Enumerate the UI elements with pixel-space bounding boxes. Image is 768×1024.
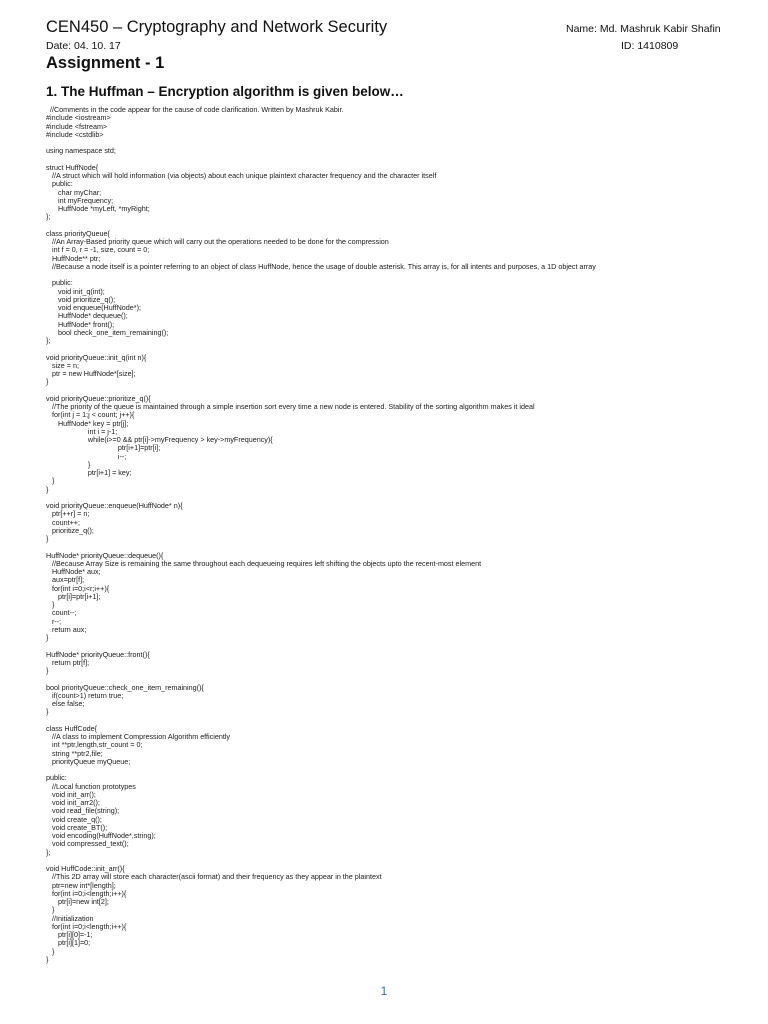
code-line: r--; xyxy=(46,616,62,626)
code-line: void compressed_text(); xyxy=(46,839,129,849)
code-line: bool check_one_item_remaining(); xyxy=(46,327,169,337)
code-line: void prioritize_q(); xyxy=(46,294,116,304)
code-line: } xyxy=(46,946,55,956)
code-line: void init_arr2(); xyxy=(46,798,100,807)
code-line: } xyxy=(46,633,49,642)
code-line: //A class to implement Compression Algorithm efficiently xyxy=(46,732,231,741)
code-line: ptr[i]=new int[2]; xyxy=(46,897,109,906)
code-line: //An Array-Based priority queue which will carry out the operations needed to be done for the compression xyxy=(46,237,389,246)
code-line: void encoding(HuffNode*,string); xyxy=(46,831,156,840)
code-line: struct HuffNode{ xyxy=(46,162,99,172)
code-line: class priorityQueue{ xyxy=(46,228,110,238)
code-line: using namespace std; xyxy=(46,146,116,156)
course-title: CEN450 – Cryptography and Network Security xyxy=(46,18,388,36)
code-line: count++; xyxy=(46,517,80,527)
code-line: HuffNode* dequeue(); xyxy=(46,311,128,321)
code-line: class HuffCode{ xyxy=(46,723,98,733)
code-line: #include <fstream> xyxy=(46,121,108,131)
code-line: for(int i=0;i<length;i++){ xyxy=(46,888,127,898)
code-line: size = n; xyxy=(46,360,79,370)
code-line: } xyxy=(46,600,55,609)
code-line: //Because a node itself is a pointer referring to an object of class HuffNode, hence the usage of double asterisk. This array is, for all intents and purposes, a 1D object array xyxy=(46,261,596,271)
code-line: //This 2D array will store each character(ascii format) and their frequency as they appear in the plaintext xyxy=(46,872,382,882)
code-line: string **ptr2,file; xyxy=(46,748,103,758)
code-line: public: xyxy=(46,278,73,288)
code-line: void create_q(); xyxy=(46,814,102,824)
code-line: void init_arr(); xyxy=(46,789,96,799)
code-line: ptr[i+1] = key; xyxy=(46,468,132,477)
code-line: //Because Array Size is remaining the same throughout each dequeueing requires left shifting the objects upto the recent-most element xyxy=(46,558,482,568)
code-line: int **ptr,length,str_count = 0; xyxy=(46,740,143,750)
code-line: int myFrequency; xyxy=(46,195,114,205)
code-line: } xyxy=(46,484,49,494)
code-line: HuffNode** ptr; xyxy=(46,253,101,263)
assignment-date: Date: 04. 10. 17 xyxy=(46,40,121,52)
code-line: void create_BT(); xyxy=(46,822,108,832)
code-line: //The priority of the queue is maintained through a simple insertion sort every time a new node is entered. Stability of the sorting algorithm makes it ideal xyxy=(46,402,535,411)
code-line: ptr[i][0]=-1; xyxy=(46,930,93,939)
code-line: } xyxy=(46,905,55,915)
code-line: } xyxy=(46,534,49,543)
code-line: public: xyxy=(46,179,73,189)
code-line: while(i>=0 && ptr[i]->myFrequency > key->myFrequency){ xyxy=(46,435,273,444)
code-line: HuffNode *myLeft, *myRight; xyxy=(46,204,150,213)
code-line: void HuffCode::init_arr(){ xyxy=(46,864,125,873)
code-line: void priorityQueue::init_q(int n){ xyxy=(46,352,147,362)
code-line: ptr[i][1]=0; xyxy=(46,938,91,948)
code-line: }; xyxy=(46,847,51,857)
code-line: } xyxy=(46,377,49,387)
code-line: HuffNode* front(); xyxy=(46,319,115,329)
code-line: //Local function prototypes xyxy=(46,781,136,791)
code-line: HuffNode* priorityQueue::dequeue(){ xyxy=(46,550,164,560)
code-line: } xyxy=(46,459,91,469)
code-line: aux=ptr[f]; xyxy=(46,575,85,585)
code-line: return ptr[f]; xyxy=(46,657,90,667)
code-line: //A struct which will hold information (via objects) about each unique plaintext character frequency and the character itself xyxy=(46,171,437,180)
code-line: prioritize_q(); xyxy=(46,525,94,535)
assignment-title: Assignment - 1 xyxy=(46,54,165,72)
code-line: void read_file(string); xyxy=(46,806,120,816)
student-id: ID: 1410809 xyxy=(621,40,679,52)
code-line: } xyxy=(46,476,55,486)
code-line: for(int i=0;i<r;i++){ xyxy=(46,583,110,593)
code-line: #include <cstdlib> xyxy=(46,129,104,139)
code-line: priorityQueue myQueue; xyxy=(46,756,131,766)
code-line: } xyxy=(46,707,49,717)
code-line: HuffNode* aux; xyxy=(46,567,101,576)
code-line: } xyxy=(46,666,49,675)
code-line: for(int i=0;i<length;i++){ xyxy=(46,921,127,931)
code-line: for(int j = 1;j < count; j++){ xyxy=(46,410,135,420)
code-listing xyxy=(46,106,746,964)
code-line: //Initialization xyxy=(46,913,94,923)
code-line: bool priorityQueue::check_one_item_remaining(){ xyxy=(46,682,204,692)
code-line: }; xyxy=(46,336,51,345)
student-name: Name: Md. Mashruk Kabir Shafin xyxy=(566,23,721,35)
code-line: i--; xyxy=(46,451,127,461)
code-line: } xyxy=(46,954,49,964)
code-line: ptr[++r] = n; xyxy=(46,509,90,519)
code-line: ptr[i]=ptr[i+1]; xyxy=(46,591,101,601)
code-line: ptr = new HuffNode*[size]; xyxy=(46,369,136,378)
code-line: void priorityQueue::prioritize_q(){ xyxy=(46,393,151,403)
page-number: 1 xyxy=(380,984,388,998)
code-line: count--; xyxy=(46,608,77,618)
code-line: public: xyxy=(46,773,67,783)
section-heading: 1. The Huffman – Encryption algorithm is given below… xyxy=(46,84,404,99)
code-line: char myChar; xyxy=(46,187,102,197)
code-line: if(count>1) return true; xyxy=(46,690,124,700)
code-line: void init_q(int); xyxy=(46,286,105,296)
code-line: void enqueue(HuffNode*); xyxy=(46,303,141,312)
code-line: int i = j-1; xyxy=(46,426,118,436)
code-line: #include <iostream> xyxy=(46,113,111,123)
code-line: int f = 0, r = -1, size, count = 0; xyxy=(46,245,150,255)
code-line: ptr=new int*[length]; xyxy=(46,880,116,890)
code-line: else false; xyxy=(46,699,85,708)
code-line: HuffNode* priorityQueue::front(){ xyxy=(46,649,150,659)
code-line: return aux; xyxy=(46,624,87,634)
code-line: //Comments in the code appear for the cause of code clarification. Written by Mashruk Kabir. xyxy=(46,106,344,114)
code-line: ptr[i+1]=ptr[i]; xyxy=(46,443,161,453)
code-line: }; xyxy=(46,212,51,222)
code-line: HuffNode* key = ptr[j]; xyxy=(46,418,129,428)
code-line: void priorityQueue::enqueue(HuffNode* n){ xyxy=(46,501,183,510)
